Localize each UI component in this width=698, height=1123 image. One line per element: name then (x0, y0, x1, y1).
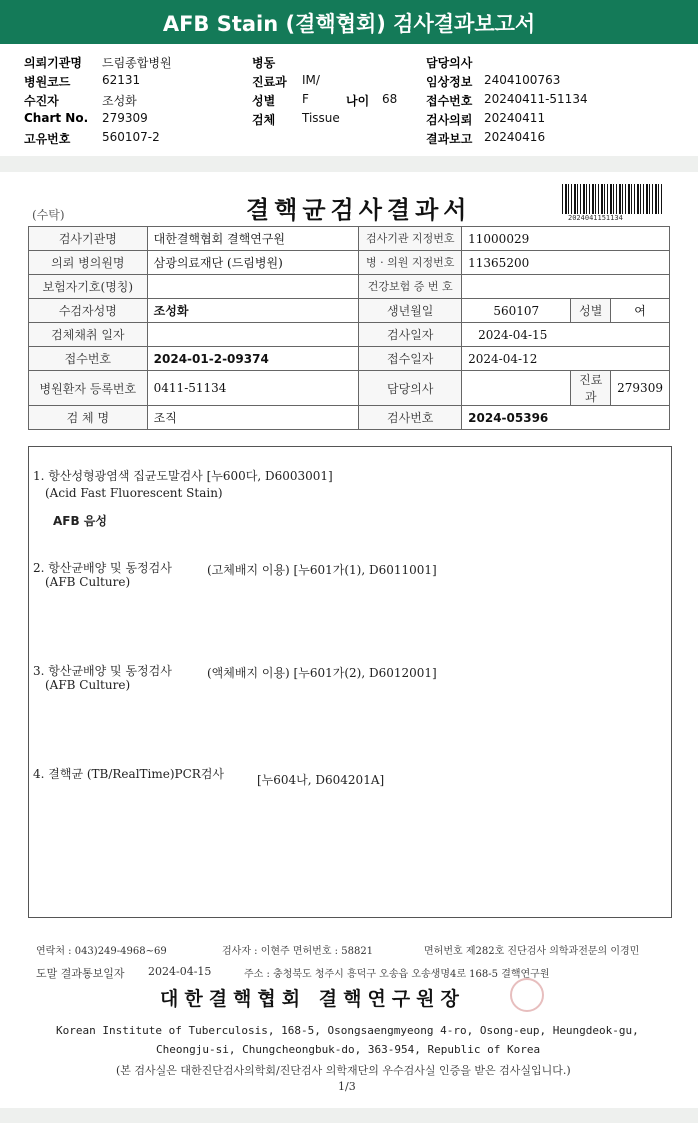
field-value: 560107 (462, 299, 571, 323)
field-value (147, 323, 359, 347)
field-label: 수검자성명 (29, 299, 148, 323)
field-label: 의뢰 병의원명 (29, 251, 148, 275)
consignment-label: (수탁) (32, 208, 65, 222)
test-item-3-method: (액체배지 이용) [누601가(2), D6012001] (207, 666, 437, 680)
field-value: 11365200 (462, 251, 670, 275)
test-item-1-en: (Acid Fast Fluorescent Stain) (45, 486, 223, 500)
field-label: 보험자기호(명칭) (29, 275, 148, 299)
field-label: 접수일자 (359, 347, 462, 371)
bottom-divider (0, 1108, 698, 1123)
info-value: 20240411 (484, 111, 546, 125)
field-label: 검체채취 일자 (29, 323, 148, 347)
test-item-3-en: (AFB Culture) (45, 678, 131, 692)
field-value (147, 275, 359, 299)
table-row (29, 227, 670, 251)
physician-license: 면허번호 제282호 진단검사 의학과전문의 이경민 (424, 946, 640, 957)
field-value: 11000029 (462, 227, 670, 251)
document-title: 결핵균검사결과서 (246, 195, 472, 224)
field-label: 검 체 명 (29, 406, 148, 430)
info-label: 병원코드 (24, 75, 71, 89)
field-label: 검사번호 (359, 406, 462, 430)
field-value: 조성화 (147, 299, 359, 323)
test-item-3: 3. 항산균배양 및 동정검사 (33, 664, 172, 678)
field-label: 담당의사 (359, 371, 462, 406)
field-value: 2024-04-12 (462, 347, 670, 371)
age-value: 68 (382, 92, 398, 106)
test-item-1: 1. 항산성형광염색 집균도말검사 [누600다, D6003001] (33, 469, 333, 483)
certification-note: (본 검사실은 대한진단검사의학회/진단검사 의학재단의 우수검사실 인증을 받은 검사실입니다.) (116, 1064, 571, 1077)
info-value: 62131 (102, 73, 141, 87)
info-value: 드림종합병원 (102, 56, 172, 70)
info-label: Chart No. (24, 111, 89, 125)
field-value (462, 275, 670, 299)
info-value: 279309 (102, 111, 148, 125)
info-value: 560107-2 (102, 130, 160, 144)
field-label: 접수번호 (29, 347, 148, 371)
info-label: 진료과 (252, 75, 287, 89)
test-item-4: 4. 결핵균 (TB/RealTime)PCR검사 (33, 767, 225, 781)
field-value (462, 371, 571, 406)
field-value: 대한결핵협회 결핵연구원 (147, 227, 359, 251)
info-value: 20240416 (484, 130, 546, 144)
page-number: 1/3 (338, 1080, 356, 1093)
institute-name: 대한결핵협회 결핵연구원장 (160, 988, 465, 1010)
field-value: 0411-51134 (147, 371, 359, 406)
field-value: 삼광의료재단 (드림병원) (147, 251, 359, 275)
table-row (29, 299, 670, 323)
info-label: 병동 (252, 56, 276, 70)
seal-stamp-icon (510, 978, 544, 1012)
table-row (29, 347, 670, 371)
patient-info-panel (0, 44, 698, 156)
field-value: 조직 (147, 406, 359, 430)
test-item-2-method: (고체배지 이용) [누601가(1), D6011001] (207, 563, 437, 577)
info-label: 성별 (252, 94, 276, 108)
test-item-2-en: (AFB Culture) (45, 575, 131, 589)
field-value: 여 (611, 299, 670, 323)
results-area (28, 446, 672, 918)
info-label: 접수번호 (426, 94, 473, 108)
field-label: 진료과 (571, 371, 611, 406)
info-value: 조성화 (102, 94, 137, 108)
info-value: 2404100763 (484, 73, 561, 87)
field-label: 성별 (571, 299, 611, 323)
info-value: Tissue (302, 111, 340, 125)
institute-address: 주소 : 충청북도 청주시 흥덕구 오송읍 오송생명4로 168-5 결핵연구원 (244, 969, 550, 980)
test-item-4-code: [누604나, D604201A] (257, 773, 385, 787)
field-label: 검사기관명 (29, 227, 148, 251)
table-row (29, 323, 670, 347)
contact-number: 연락처 : 043)249-4968~69 (36, 946, 167, 957)
section-divider (0, 156, 698, 172)
table-row (29, 371, 670, 406)
field-value: 2024-01-2-09374 (147, 347, 359, 371)
info-label: 고유번호 (24, 132, 71, 146)
field-label: 검사기관 지정번호 (359, 227, 462, 251)
scanned-result-document (0, 172, 698, 1108)
info-value: IM/ (302, 73, 320, 87)
table-row (29, 406, 670, 430)
inspector-info: 검사자 : 이현주 면허번호 : 58821 (222, 946, 374, 957)
institute-address-en-2: Cheongju-si, Chungcheongbuk-do, 363-954, Republic of Korea (156, 1043, 541, 1056)
info-value: 20240411-51134 (484, 92, 588, 106)
field-label: 생년월일 (359, 299, 462, 323)
info-label: 의뢰기관명 (24, 56, 82, 70)
info-label: 담당의사 (426, 56, 473, 70)
info-label: 결과보고 (426, 132, 473, 146)
info-label: 임상정보 (426, 75, 473, 89)
field-label: 병 · 의원 지정번호 (359, 251, 462, 275)
result-form-table (28, 226, 670, 430)
table-row (29, 251, 670, 275)
age-label: 나이 (346, 94, 370, 108)
field-label: 건강보험 증 번 호 (359, 275, 462, 299)
info-label: 검사의뢰 (426, 113, 473, 127)
institute-address-en-1: Korean Institute of Tuberculosis, 168-5, Osongsaengmyeong 4-ro, Osong-eup, Heungdeok-gu, (56, 1024, 639, 1037)
field-label: 병원환자 등록번호 (29, 371, 148, 406)
notify-label: 도말 결과통보일자 (36, 967, 125, 980)
info-label: 수진자 (24, 94, 59, 108)
info-label: 검체 (252, 113, 276, 127)
field-value: 2024-05396 (462, 406, 670, 430)
table-row (29, 275, 670, 299)
test-item-2: 2. 항산균배양 및 동정검사 (33, 561, 172, 575)
report-title: AFB Stain (결핵협회) 검사결과보고서 (0, 0, 698, 44)
field-value: 2024-04-15 (462, 323, 670, 347)
field-value: 279309 (611, 371, 670, 406)
notify-date: 2024-04-15 (148, 965, 212, 978)
test-result: AFB 음성 (53, 514, 107, 528)
info-value: F (302, 92, 309, 106)
barcode-icon (562, 184, 662, 214)
field-label: 검사일자 (359, 323, 462, 347)
barcode-number: 2024041151134 (568, 214, 623, 222)
